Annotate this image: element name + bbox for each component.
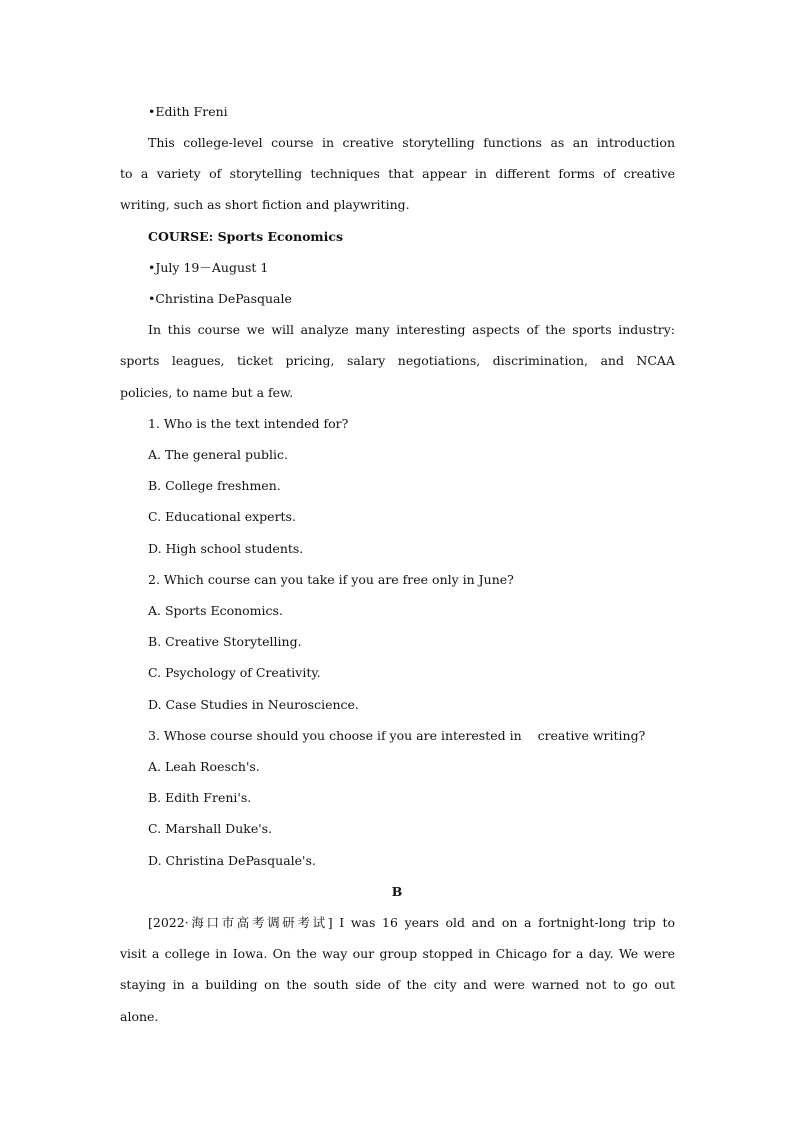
answer-option: D. Christina DePasquale's. bbox=[148, 853, 316, 868]
section-heading: B bbox=[391, 884, 403, 899]
course-dates: •July 19－August 1 bbox=[148, 260, 269, 275]
passage-line: visit a college in Iowa. On the way our group stopped in Chicago for a day. We were bbox=[120, 946, 675, 961]
answer-option: B. College freshmen. bbox=[148, 478, 281, 493]
passage-line: alone. bbox=[120, 1009, 159, 1024]
course-description-line: writing, such as short fiction and playwriting. bbox=[120, 197, 410, 212]
course-heading: COURSE: Sports Economics bbox=[148, 229, 344, 244]
answer-option: A. Leah Roesch's. bbox=[148, 759, 260, 774]
answer-option: A. Sports Economics. bbox=[148, 603, 283, 618]
passage-line: [2022·海口市高考调研考试] I was 16 years old and on a fortnight-long trip to bbox=[148, 915, 675, 930]
question-stem: 3. Whose course should you choose if you are interested in creative writing? bbox=[148, 728, 646, 743]
question-stem: 2. Which course can you take if you are free only in June? bbox=[148, 572, 514, 587]
question-stem: 1. Who is the text intended for? bbox=[148, 416, 349, 431]
answer-option: C. Educational experts. bbox=[148, 509, 296, 524]
answer-option: D. High school students. bbox=[148, 541, 304, 556]
answer-option: D. Case Studies in Neuroscience. bbox=[148, 697, 359, 712]
answer-option: B. Creative Storytelling. bbox=[148, 634, 302, 649]
instructor-line: •Christina DePasquale bbox=[148, 291, 292, 306]
answer-option: A. The general public. bbox=[148, 447, 289, 462]
course-description-line: In this course we will analyze many interesting aspects of the sports industry: bbox=[148, 322, 675, 337]
answer-option: B. Edith Freni's. bbox=[148, 790, 252, 805]
course-description-line: policies, to name but a few. bbox=[120, 385, 294, 400]
instructor-line: •Edith Freni bbox=[148, 104, 228, 119]
course-description-line: sports leagues, ticket pricing, salary negotiations, discrimination, and NCAA bbox=[120, 353, 675, 368]
course-description-line: to a variety of storytelling techniques that appear in different forms of creative bbox=[120, 166, 675, 181]
answer-option: C. Marshall Duke's. bbox=[148, 821, 273, 836]
course-description-line: This college-level course in creative storytelling functions as an introduction bbox=[148, 135, 675, 150]
passage-line: staying in a building on the south side of the city and were warned not to go out bbox=[120, 977, 675, 992]
answer-option: C. Psychology of Creativity. bbox=[148, 665, 321, 680]
